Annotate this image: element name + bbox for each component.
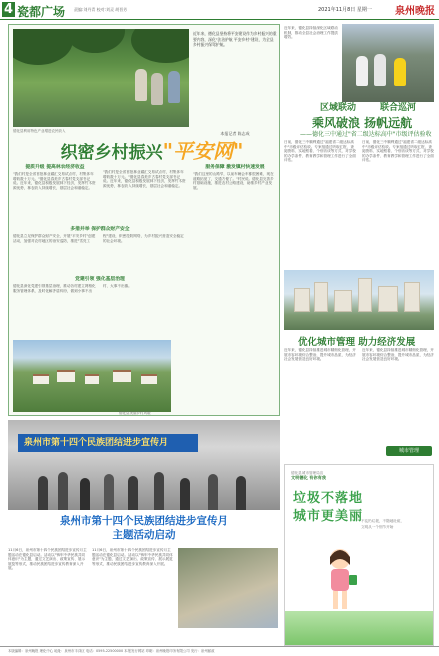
issue-date: 2021年11月8日 星期一 (318, 7, 372, 13)
section-text: 德化县深化党建引领基层治理，推动各村建立网格化服务管理体系，及时化解矛盾纠纷，做到小事不出村、大事不出镇。 (13, 284, 132, 293)
city-photo (284, 270, 434, 330)
headline (37, 135, 267, 164)
kicker-right: 联合巡河 (380, 103, 417, 113)
story-text: 11月6日，泉州市第十四个民族团结进步宣传月主题活动在德化县启动。活动以"铸牢中华民族共同体意识"为主题，通过文艺演出、政策宣传、展示展览等形式，推动民族团结进步宣传教育深入开展。 (8, 548, 87, 571)
event-banner: 泉州市第十四个民族团结进步宣传月 (18, 434, 198, 452)
section-forest-cont (103, 163, 187, 223)
story-rural-safety (8, 24, 280, 416)
subheadline: ——德化三中通过"省二级达标高中"市级评估验收 (300, 131, 432, 138)
ad-subtext-1: 不乱扔垃圾，不随地吐痰， (361, 519, 405, 523)
story-text-cont: 日前，德化三中顺利通过"福建省二级达标高中"市级评估验收。专家组通过听取汇报、查阅资料、实地察看、个别访谈等方式，对学校的办学条件、教育教学和管理工作进行了全面评估。 (362, 140, 434, 163)
headline: 乘风破浪 扬帆远航 (312, 116, 413, 130)
editor-credit: 责编:刘丹青 校对:刘灵 胡晋芳 (74, 7, 128, 12)
event-thumbnail (178, 548, 278, 628)
section-heading: 党建引领 强化基层治理 (75, 277, 125, 282)
story-lead: 近年来，德化县持续深化区域联动机制，推动全县社会治理工作提质增效。 (284, 26, 338, 40)
event-photo (8, 420, 280, 510)
section-service (193, 163, 277, 413)
section-title: 瓷都广场 (17, 5, 66, 19)
headline-main: 织密乡村振兴 (60, 143, 163, 163)
page-number: 4 (3, 2, 14, 17)
page-footer: 本版编辑：泉州晚报 理化中心 地址：泉州市丰泽区 电话：0595-22500000 本报发行网站 印刷：泉州晚报印务有限公司 发行：泉州邮政 (0, 646, 439, 656)
headline-highlight: "平安网" (162, 139, 244, 163)
section-text: "我们村是全省首批林业碳汇交易试点村，村集体年增收数十万元。"德化县春美乡古春村党支部书记说。近年来，德化县积极发展林下经济，发挥竹木资源优势，林农收入持续增长，基层社会和谐稳定。 (13, 172, 96, 190)
section-text: "我们村是全省首批林业碳汇交易试点村，村集体年增收数十万元。"德化县春美乡古春村党支部书记说。近年来，德化县积极发展林下经济，发挥竹木资源优势，林农收入持续增长，基层社会和谐稳定。 (103, 170, 186, 188)
page-header (0, 0, 439, 20)
headline-line1: 泉州市第十四个民族团结进步宣传月 (60, 515, 228, 527)
cartoon-girl-illustration (319, 545, 361, 615)
ad-title-line2: 城市更美丽 (293, 509, 364, 524)
section-heading: 提质升级 提高林农经济收益 (25, 165, 85, 170)
section-heading: 多措并举 保护群众财产安全 (70, 227, 130, 232)
section-text: "我们这里的山路窄，以前车辆会车都很困难，现在道路拓宽了，交通方便了。"村民说。德化县完善乡村基础设施，推进农村公路建设，助推乡村产业发展。 (193, 172, 274, 190)
section-party (13, 275, 187, 335)
public-service-ad (284, 464, 434, 646)
photo-caption: 德化县利用特色产业增进农民收入 (13, 129, 66, 133)
patrol-photo (342, 24, 434, 102)
headline-line2: 主题活动启动 (112, 529, 176, 541)
kicker-left: 区域联动 (320, 103, 357, 113)
newspaper-logo: 泉州晚报 (395, 6, 435, 17)
headline (8, 514, 280, 542)
grass-illustration (285, 611, 433, 645)
section-text: 德化县立足保护群众财产安全，开展"平安乡村"创建活动，加强对农村地区的治安巡防，推进"雪亮工程"建设，织密技防网络，为乡村振兴营造安全稳定的社会环境。 (13, 234, 184, 243)
ad-subtext-2: 文明从一个细节开始 (361, 525, 394, 529)
section-safety (13, 225, 187, 271)
ad-sponsor: 德化县城市管理局宣 (291, 471, 324, 475)
story-text: 日前，德化三中顺利通过"福建省二级达标高中"市级评估验收。专家组通过听取汇报、查阅资料、实地察看、个别访谈等方式，对学校的办学条件、教育教学和管理工作进行了全面评估。 (284, 140, 356, 163)
headline: 优化城市管理 助力经济发展 (298, 337, 416, 348)
tea-farm-photo (13, 29, 189, 127)
byline: 本报记者 陈志成 (220, 131, 250, 136)
photo-caption: 德化县美丽乡村风貌 (119, 411, 151, 415)
village-photo (13, 340, 171, 412)
story-lead: 近年来，德化县坚持将平安建设作为乡村振兴的重要内容，深化"法治护航 平安乡村"建设，为全县乡村振兴保驾护航。 (193, 31, 277, 48)
section-heading: 服务保障 激发镇村快速发展 (205, 165, 265, 170)
story-ethnic-unity (8, 420, 280, 646)
story-text: 近年来，德化县持续推进城市精细化管理，开展市容环境综合整治，提升城市品质，为经济社会发展营造良好环境。 (284, 348, 356, 362)
ad-title-line1: 垃圾不落地 (293, 491, 364, 506)
category-badge: 城市管理 (386, 446, 432, 456)
section-forest (13, 163, 97, 223)
story-text-cont: 11月6日，泉州市第十四个民族团结进步宣传月主题活动在德化县启动。活动以"铸牢中华民族共同体意识"为主题，通过文艺演出、政策宣传、展示展览等形式，推动民族团结进步宣传教育深入开展。 (92, 548, 173, 566)
ad-slogan: 文明德化 有你有我 (291, 475, 326, 480)
story-text-cont: 近年来，德化县持续推进城市精细化管理，开展市容环境综合整治，提升城市品质，为经济社会发展营造良好环境。 (362, 348, 434, 362)
